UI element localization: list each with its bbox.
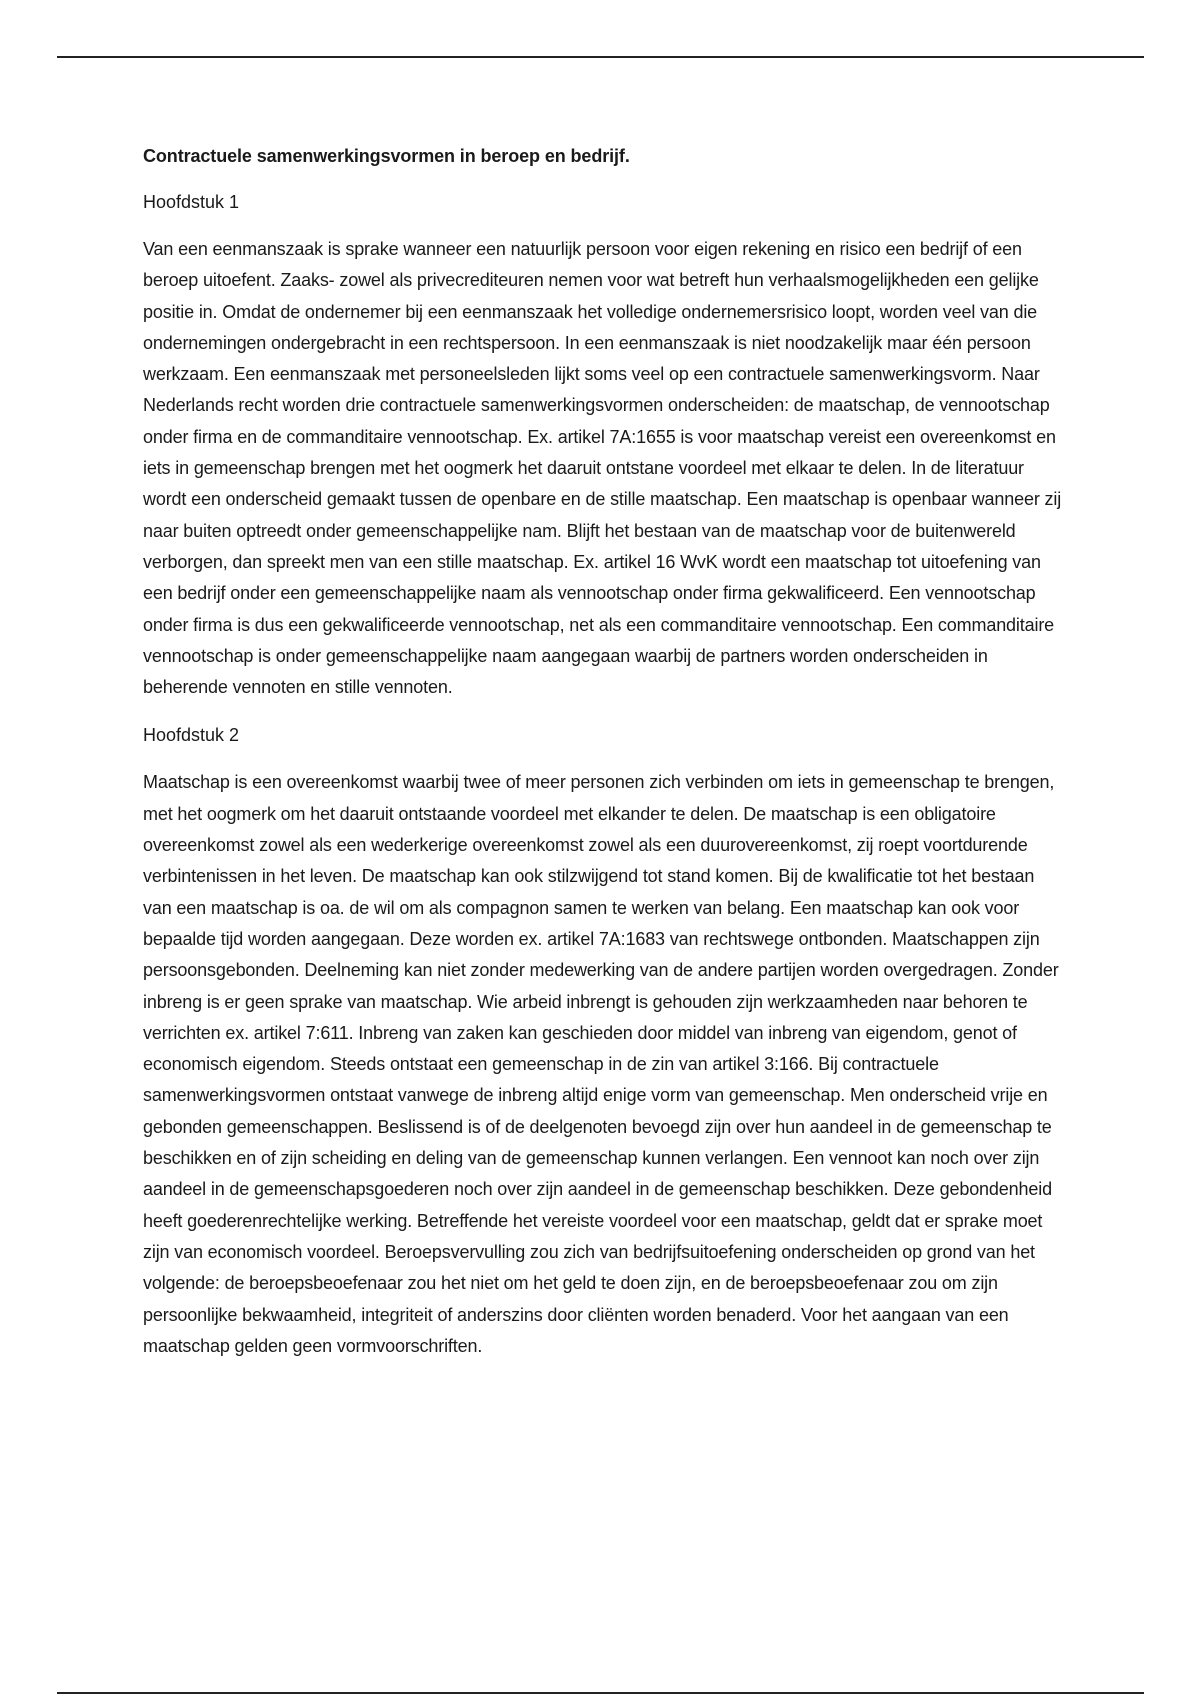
document-title: Contractuele samenwerkingsvormen in beroep en bedrijf.: [143, 146, 630, 166]
footer-rule: [57, 1692, 1144, 1694]
chapter-2-heading: Hoofdstuk 2: [143, 725, 240, 746]
chapter-1-paragraph: Van een eenmanszaak is sprake wanneer een natuurlijk persoon voor eigen rekening en risico een bedrijf of een beroep uitoefent. Zaaks- zowel als privecrediteuren nemen voor wat betreft hun verhaalsmogelijkheden een gelijke positie in. Omdat de ondernemer bij een eenmanszaak het volledige ondernemersrisico loopt, worden veel van die ondernemingen ondergebracht in een rechtspersoon. In een eenmanszaak is niet noodzakelijk maar één persoon werkzaam. Een eenmanszaak met personeelsleden lijkt soms veel op een contractuele samenwerkingsvorm. Naar Nederlands recht worden drie contractuele samenwerkingsvormen onderscheiden: de maatschap, de vennootschap onder firma en de commanditaire vennootschap. Ex. artikel 7A:1655 is voor maatschap vereist een overeenkomst en iets in gemeenschap brengen met het oogmerk het daaruit ontstane voordeel met elkaar te delen. In de literatuur wordt een onderscheid gemaakt tussen de openbare en de stille maatschap. Een maatschap is openbaar wanneer zij naar buiten optreedt onder gemeenschappelijke nam. Blijft het bestaan van de maatschap voor de buitenwereld verborgen, dan spreekt men van een stille maatschap. Ex. artikel 16 WvK wordt een maatschap tot uitoefening van een bedrijf onder een gemeenschappelijke naam als vennootschap onder firma gekwalificeerd. Een vennootschap onder firma is dus een gekwalificeerde vennootschap, net als een commanditaire vennootschap. Een commanditaire vennootschap is onder gemeenschappelijke naam aangegaan waarbij de partners worden onderscheiden in beherende vennoten en stille vennoten.: [143, 239, 1062, 698]
document-body: [143, 142, 1065, 1380]
header-rule: [57, 56, 1144, 58]
chapter-2-paragraph: Maatschap is een overeenkomst waarbij twee of meer personen zich verbinden om iets in gemeenschap te brengen, met het oogmerk om het daaruit ontstaande voordeel met elkander te delen. De maatschap is een obligatoire overeenkomst zowel als een wederkerige overeenkomst zowel als een duurovereenkomst, zij roept voortdurende verbintenissen in het leven. De maatschap kan ook stilzwijgend tot stand komen. Bij de kwalificatie tot het bestaan van een maatschap is oa. de wil om als compagnon samen te werken van belang. Een maatschap kan ook voor bepaalde tijd worden aangegaan. Deze worden ex. artikel 7A:1683 van rechtswege ontbonden. Maatschappen zijn persoonsgebonden. Deelneming kan niet zonder medewerking van de andere partijen worden overgedragen. Zonder inbreng is er geen sprake van maatschap. Wie arbeid inbrengt is gehouden zijn werkzaamheden naar behoren te verrichten ex. artikel 7:611. Inbreng van zaken kan geschieden door middel van inbreng van eigendom, genot of economisch eigendom. Steeds ontstaat een gemeenschap in de zin van artikel 3:166. Bij contractuele samenwerkingsvormen ontstaat vanwege de inbreng altijd enige vorm van gemeenschap. Men onderscheid vrije en gebonden gemeenschappen. Beslissend is of de deelgenoten bevoegd zijn over hun aandeel in de gemeenschap te beschikken en of zijn scheiding en deling van de gemeenschap kunnen verlangen. Een vennoot kan noch over zijn aandeel in de gemeenschapsgoederen noch over zijn aandeel in de gemeenschap beschikken. Deze gebondenheid heeft goederenrechtelijke werking. Betreffende het vereiste voordeel voor een maatschap, geldt dat er sprake moet zijn van economisch voordeel. Beroepsvervulling zou zich van bedrijfsuitoefening onderscheiden op grond van het volgende: de beroepsbeoefenaar zou het niet om het geld te doen zijn, en de beroepsbeoefenaar zou om zijn persoonlijke bekwaamheid, integriteit of anderszins door cliënten worden benaderd. Voor het aangaan van een maatschap gelden geen vormvoorschriften.: [143, 772, 1059, 1356]
chapter-1-heading: Hoofdstuk 1: [143, 192, 240, 212]
